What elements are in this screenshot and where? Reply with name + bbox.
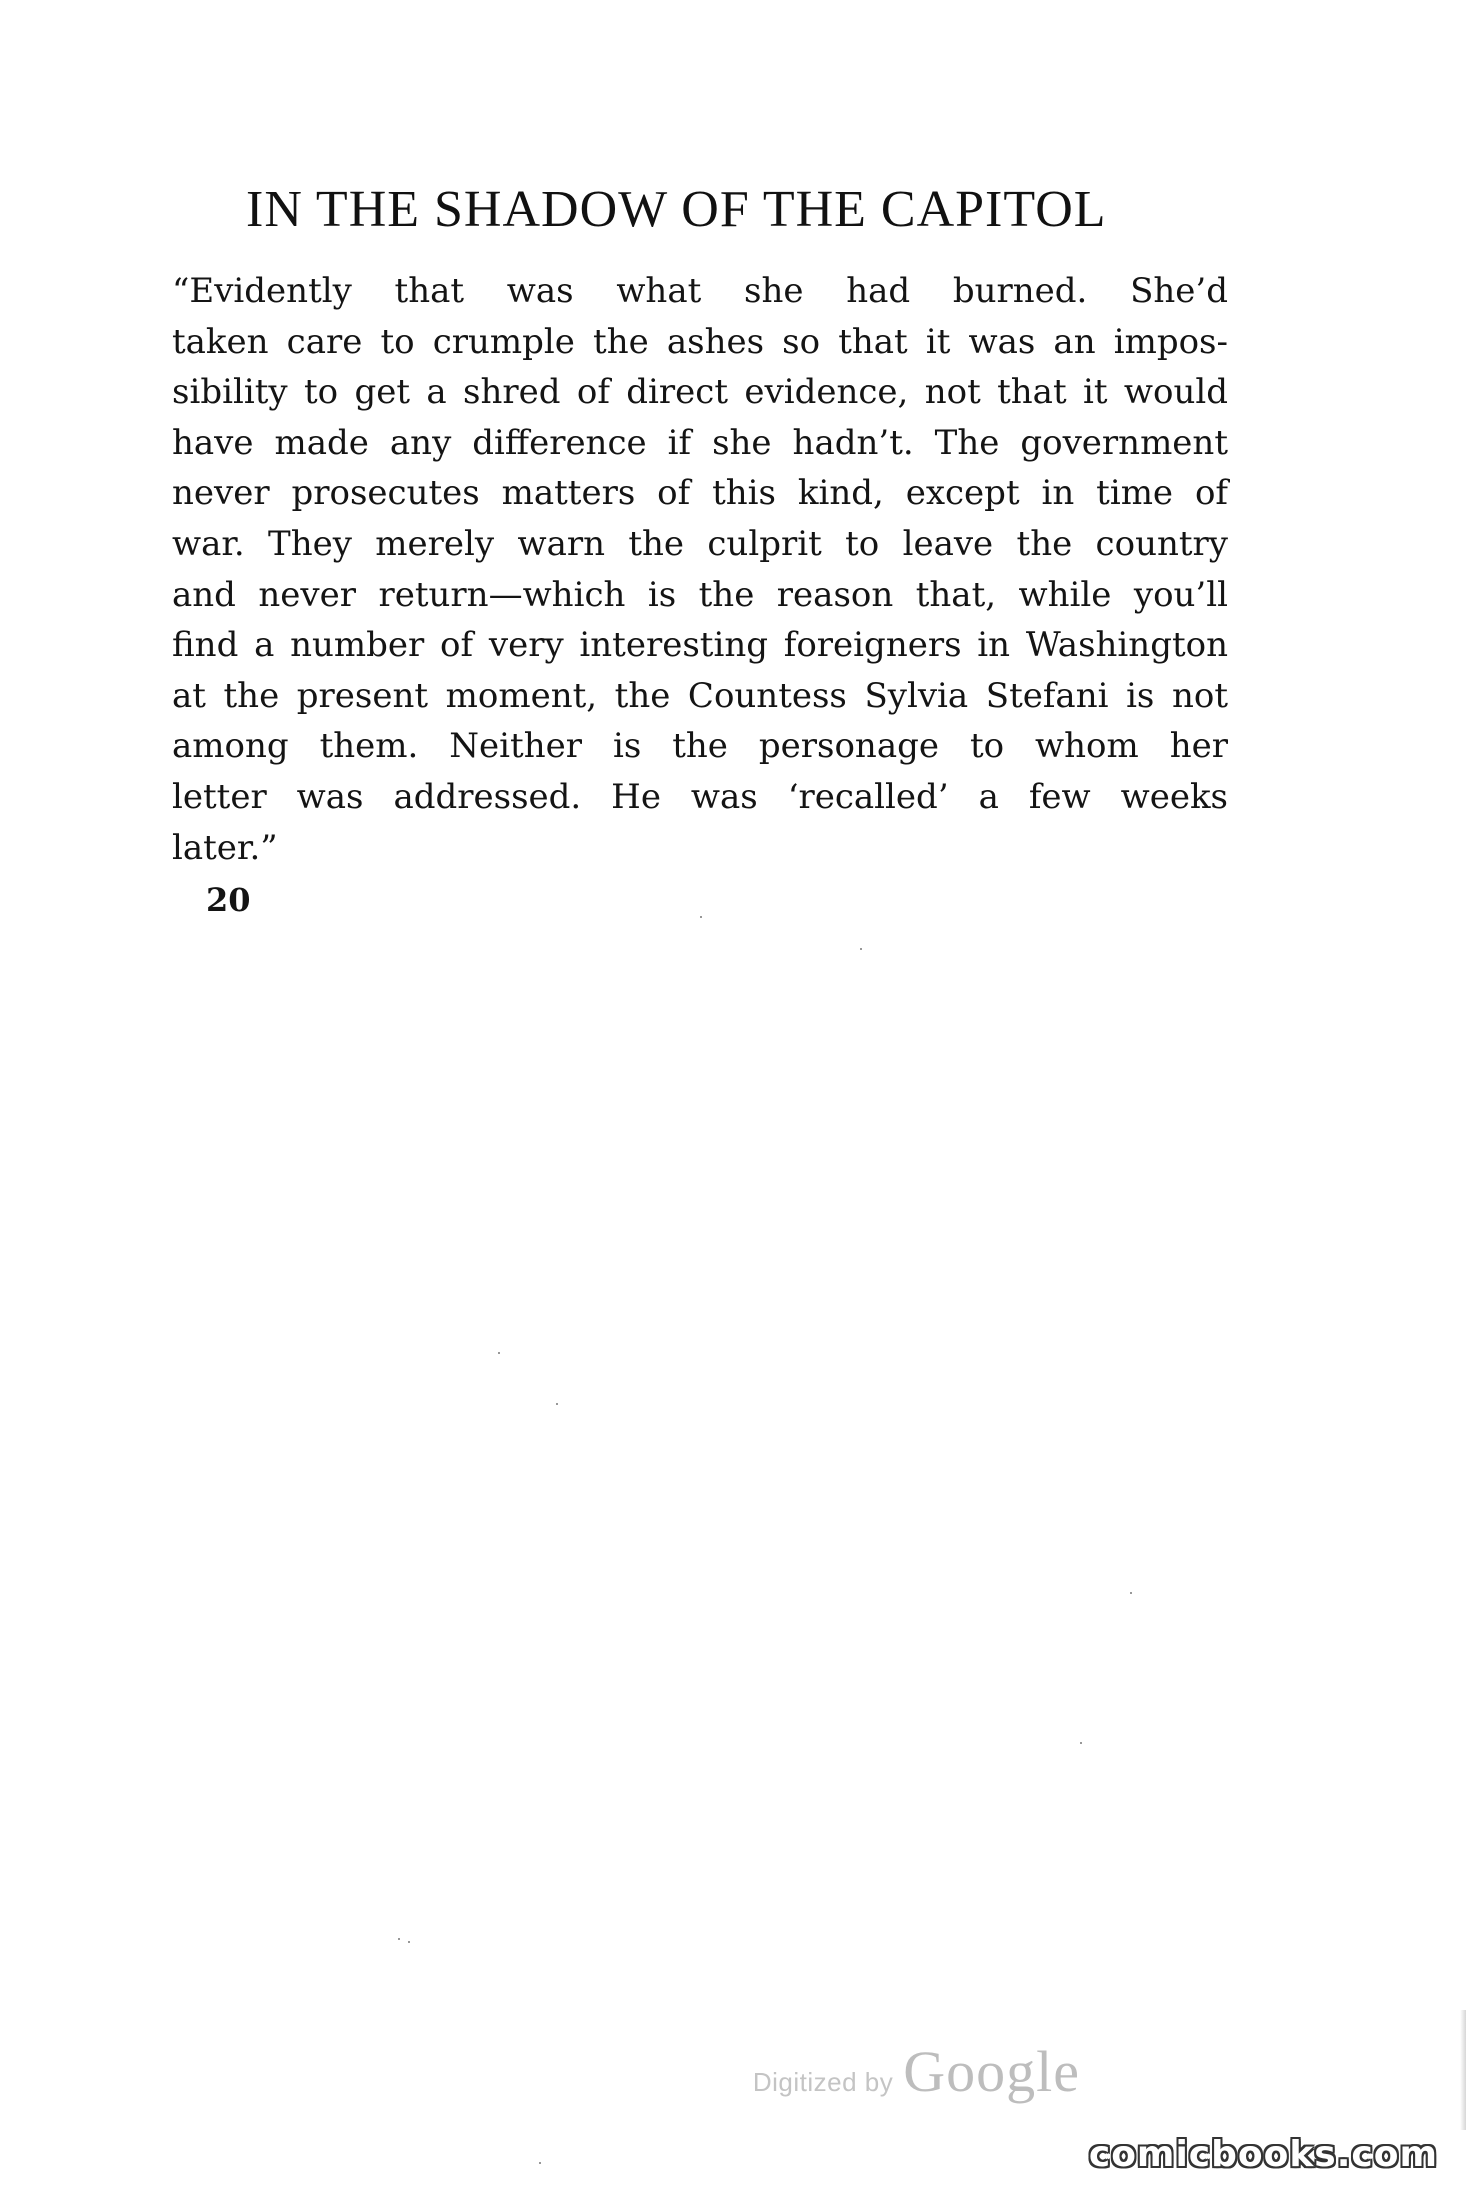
body-line: war. They merely warn the culprit to leave the country	[172, 523, 1228, 564]
running-head: IN THE SHADOW OF THE CAPITOL	[246, 181, 1107, 238]
digitized-watermark	[753, 2038, 1080, 2105]
scan-speck	[1130, 1592, 1132, 1594]
body-text	[172, 266, 1228, 873]
scan-speck	[539, 2162, 541, 2164]
body-line: letter was addressed. He was ‘recalled’ a few weeks	[172, 776, 1228, 817]
body-line: later.”	[172, 827, 278, 868]
scan-speck	[556, 1403, 558, 1405]
body-line: at the present moment, the Countess Sylvia Stefani is not	[172, 675, 1228, 716]
body-line: among them. Neither is the personage to whom her	[172, 726, 1228, 767]
body-line: have made any difference if she hadn’t. The government	[172, 422, 1228, 463]
google-logo: Google	[903, 2039, 1080, 2104]
page-edge-shadow	[1460, 2010, 1466, 2130]
scan-speck	[498, 1352, 500, 1354]
body-line: sibility to get a shred of direct evidence, not that it would	[172, 372, 1228, 413]
scan-speck	[398, 1938, 400, 1940]
scan-speck	[700, 916, 702, 918]
scan-speck	[408, 1941, 410, 1943]
body-line: and never return—which is the reason that, while you’ll	[172, 574, 1228, 615]
scan-speck	[1080, 1742, 1082, 1744]
page-number: 20	[206, 881, 251, 919]
body-line: never prosecutes matters of this kind, except in time of	[172, 473, 1228, 514]
site-watermark: comicbooks.com	[1088, 2134, 1438, 2175]
digitized-prefix: Digitized by	[752, 2067, 894, 2097]
body-line: find a number of very interesting foreigners in Washington	[172, 625, 1228, 666]
body-line: “Evidently that was what she had burned. She’d	[172, 271, 1228, 311]
scan-speck	[860, 948, 862, 950]
body-line: taken care to crumple the ashes so that it was an impos-	[172, 321, 1228, 362]
